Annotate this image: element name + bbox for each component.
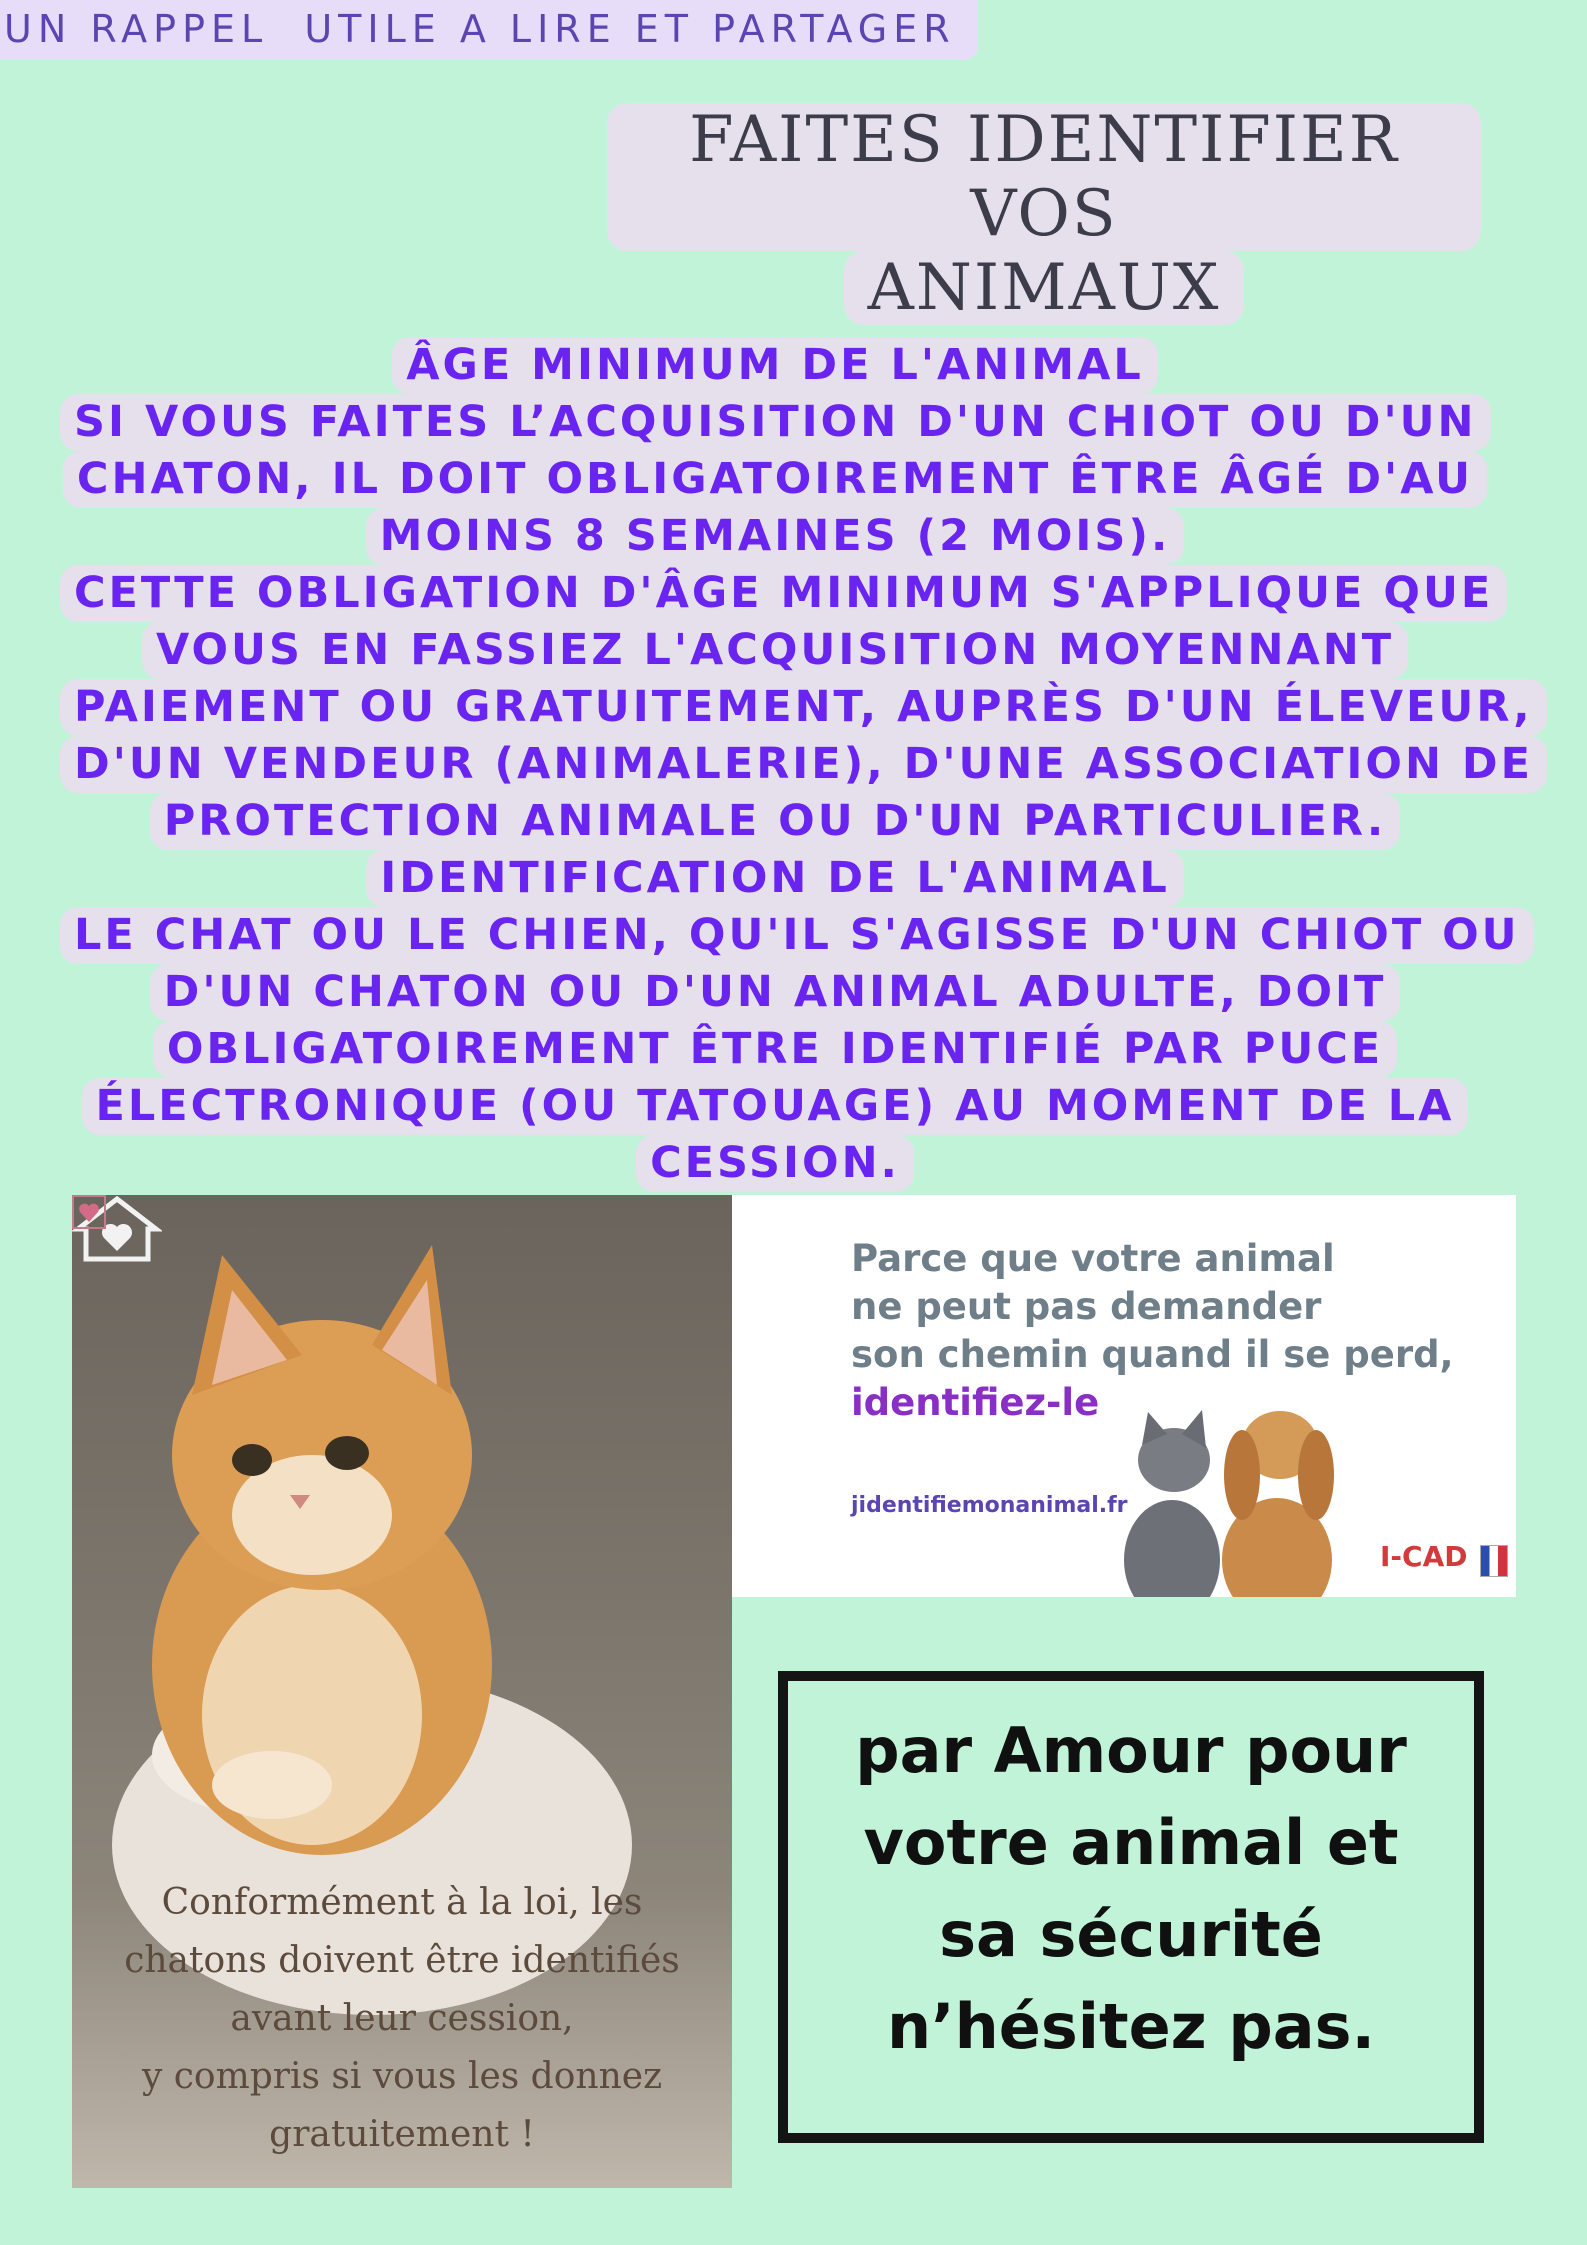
cat-and-dog-illustration [1112, 1390, 1362, 1597]
body-line: PROTECTION ANIMALE OU D'UN PARTICULIER. [150, 793, 1400, 850]
body-line: CETTE OBLIGATION D'ÂGE MINIMUM S'APPLIQUE QUE [60, 565, 1507, 622]
love-line: par Amour pour [855, 1714, 1407, 1787]
body-line: CESSION. [636, 1135, 914, 1192]
body-line: D'UN VENDEUR (ANIMALERIE), D'UNE ASSOCIATION DE [60, 736, 1547, 793]
caption-line: y compris si vous les donnez [141, 2056, 663, 2097]
body-line: OBLIGATOIREMENT ÊTRE IDENTIFIÉ PAR PUCE [153, 1021, 1397, 1078]
body-line: CHATON, IL DOIT OBLIGATOIREMENT ÊTRE ÂGÉ D'AU [63, 451, 1487, 508]
body-line: LE CHAT OU LE CHIEN, QU'IL S'AGISSE D'UN CHIOT OU [60, 907, 1534, 964]
kitten-photo [72, 1195, 732, 2188]
love-line: sa sécurité [939, 1898, 1323, 1971]
section-heading-identification: IDENTIFICATION DE L'ANIMAL [366, 850, 1183, 907]
caption-line: Conformément à la loi, les [161, 1882, 643, 1923]
page-title [607, 103, 1481, 325]
caption-line: avant leur cession, [230, 1998, 574, 2039]
love-line: n’hésitez pas. [886, 1990, 1376, 2063]
heart-logo-icon [72, 1195, 106, 1229]
icad-line: son chemin quand il se perd, [851, 1333, 1454, 1376]
icad-logo: I-CAD [1380, 1540, 1468, 1573]
title-line: FAITES IDENTIFIER VOS [607, 103, 1481, 251]
section-heading-age: ÂGE MINIMUM DE L'ANIMAL [392, 337, 1158, 394]
caption-line: gratuitement ! [269, 2114, 535, 2155]
icad-line: ne peut pas demander [851, 1285, 1322, 1328]
love-message-box [778, 1671, 1484, 2143]
body-line: VOUS EN FASSIEZ L'ACQUISITION MOYENNANT [142, 622, 1408, 679]
icad-emphasis: identifiez-le [851, 1381, 1100, 1424]
body-text [60, 337, 1533, 1192]
body-line: SI VOUS FAITES L’ACQUISITION D'UN CHIOT OU D'UN [60, 394, 1491, 451]
top-banner: UN RAPPEL UTILE A LIRE ET PARTAGER [0, 0, 978, 60]
icad-line: Parce que votre animal [851, 1237, 1335, 1280]
body-line: PAIEMENT OU GRATUITEMENT, AUPRÈS D'UN ÉLEVEUR, [60, 679, 1547, 736]
love-line: votre animal et [863, 1806, 1399, 1879]
body-line: MOINS 8 SEMAINES (2 MOIS). [366, 508, 1185, 565]
body-line: D'UN CHATON OU D'UN ANIMAL ADULTE, DOIT [150, 964, 1401, 1021]
kitten-caption [72, 1874, 732, 2164]
body-line: ÉLECTRONIQUE (OU TATOUAGE) AU MOMENT DE LA [82, 1078, 1469, 1135]
title-line: ANIMAUX [844, 251, 1245, 325]
republic-flag-icon [1480, 1545, 1508, 1577]
caption-line: chatons doivent être identifiés [124, 1940, 680, 1981]
icad-banner [732, 1195, 1516, 1597]
icad-url: jidentifiemonanimal.fr [851, 1493, 1128, 1518]
